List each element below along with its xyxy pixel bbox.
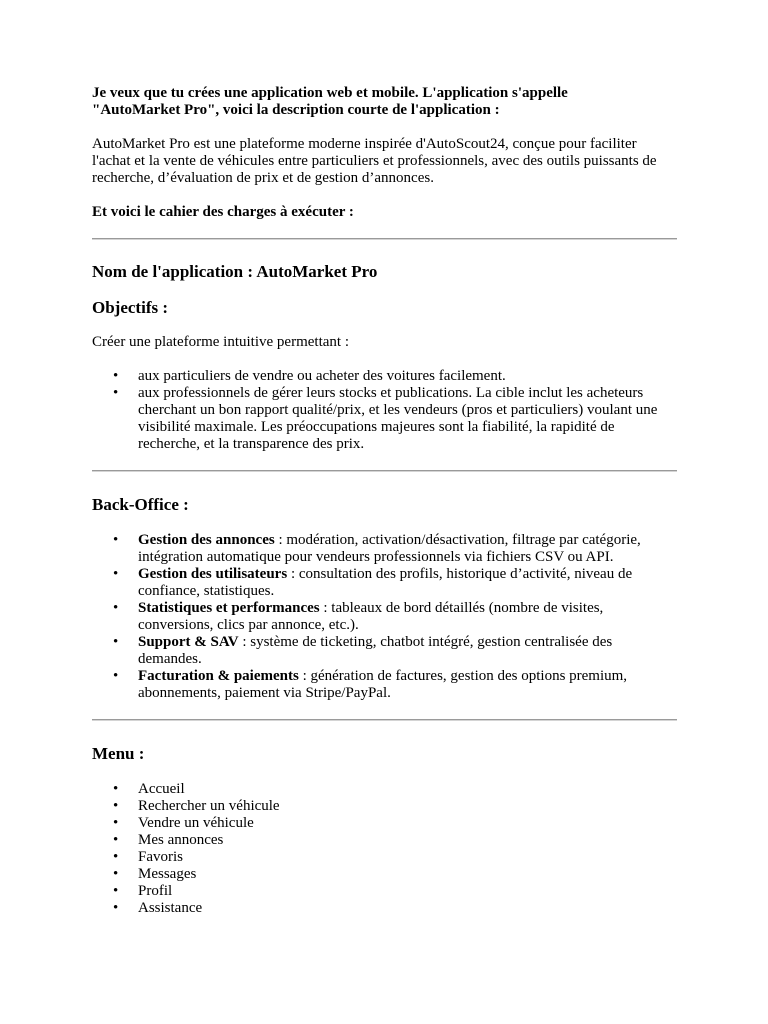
list-item: • aux particuliers de vendre ou acheter des voitures facilement. — [92, 368, 678, 385]
list-item — [92, 600, 678, 634]
menu-item-rechercher: • Rechercher un véhicule — [92, 798, 678, 815]
list-item — [92, 634, 678, 668]
menu-list — [92, 781, 678, 917]
divider-3 — [92, 719, 677, 721]
item-title: Gestion des utilisateurs — [138, 566, 288, 582]
item-title: Gestion des annonces — [138, 532, 275, 548]
item-text: : système de ticketing, chatbot intégré, gestion centralisée des demandes. — [138, 634, 613, 667]
intro-line-1: Je veux que tu crées une application web et mobile. L'application s'appelle — [92, 85, 568, 101]
divider-2 — [92, 470, 677, 472]
app-name-heading: Nom de l'application : AutoMarket Pro — [92, 262, 378, 281]
objectifs-intro: Créer une plateforme intuitive permettant : — [92, 334, 349, 350]
objectifs-list — [92, 368, 678, 453]
objectifs-heading: Objectifs : — [92, 298, 169, 317]
cahier-label: Et voici le cahier des charges à exécuter : — [92, 204, 354, 220]
intro-line-2: "AutoMarket Pro", voici la description courte de l'application : — [92, 102, 500, 118]
backoffice-heading: Back-Office : — [92, 495, 189, 514]
menu-heading: Menu : — [92, 744, 145, 763]
menu-item-accueil: • Accueil — [92, 781, 678, 798]
item-text: : modération, activation/désactivation, filtrage par catégorie, intégration automatique pour vendeurs professionnels via fichiers CSV ou API. — [138, 532, 641, 565]
intro-paragraph — [92, 85, 678, 119]
document-page — [92, 85, 678, 917]
item-text: : consultation des profils, historique d’activité, niveau de confiance, statistiques. — [138, 566, 633, 599]
menu-item-favoris: • Favoris — [92, 849, 678, 866]
item-text: : génération de factures, gestion des options premium, abonnements, paiement via Stripe/PayPal. — [138, 668, 628, 701]
menu-item-messages: • Messages — [92, 866, 678, 883]
item-title: Statistiques et performances — [138, 600, 320, 616]
divider-1 — [92, 238, 677, 240]
item-title: Facturation & paiements — [138, 668, 299, 684]
app-description: AutoMarket Pro est une plateforme moderne inspirée d'AutoScout24, conçue pour faciliter l'achat et la vente de véhicules entre particuliers et professionnels, avec des outils puissants de recherche, d’évaluation de prix et de gestion d’annonces. — [92, 136, 657, 186]
item-title: Support & SAV — [138, 634, 239, 650]
backoffice-list — [92, 532, 678, 702]
menu-item-assistance: • Assistance — [92, 900, 678, 917]
menu-item-mes-annonces: • Mes annonces — [92, 832, 678, 849]
menu-item-profil: • Profil — [92, 883, 678, 900]
list-item — [92, 532, 678, 566]
list-item — [92, 566, 678, 600]
list-item — [92, 668, 678, 702]
item-text: : tableaux de bord détaillés (nombre de visites, conversions, clics par annonce, etc.). — [138, 600, 604, 633]
menu-item-vendre: • Vendre un véhicule — [92, 815, 678, 832]
list-item: • aux professionnels de gérer leurs stocks et publications. La cible inclut les acheteurs cherchant un bon rapport qualité/prix, et les vendeurs (pros et particuliers) voulant une visibilité maximale. Les préoccupations majeures sont la fiabilité, la rapidité de recherche, et la transparence des prix. — [92, 385, 678, 453]
